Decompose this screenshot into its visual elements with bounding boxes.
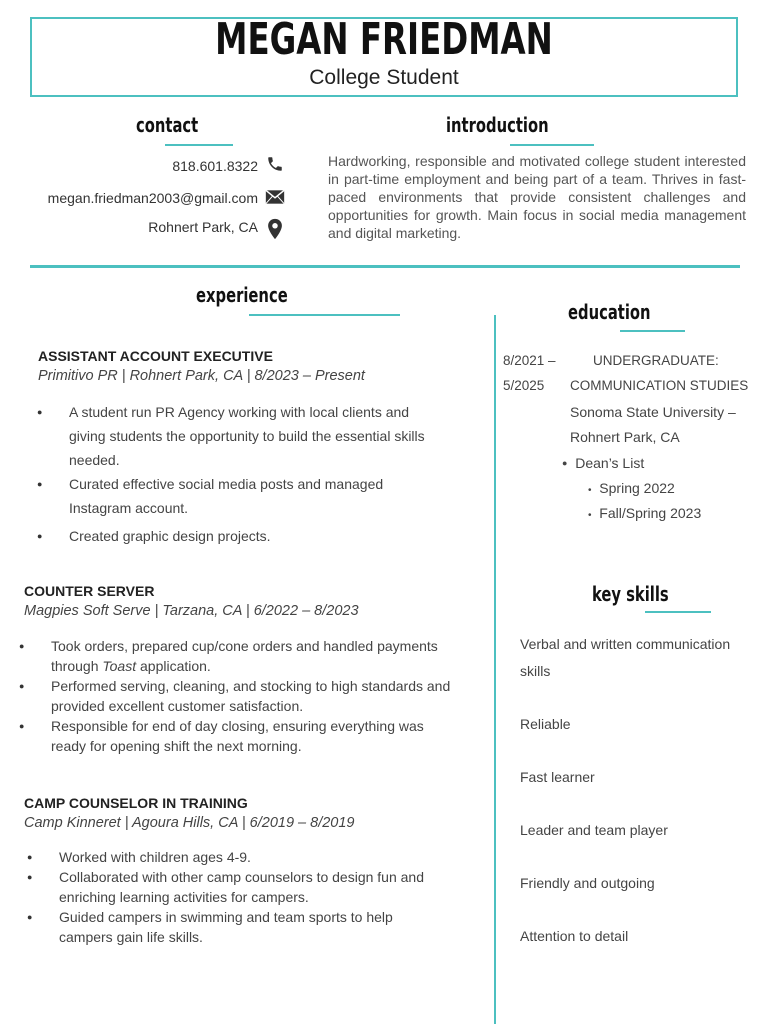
job-title: CAMP COUNSELOR IN TRAINING [24,795,248,811]
skill-item: Leader and team player [520,822,668,838]
list-item: ● Created graphic design projects. [69,524,429,548]
education-date-end: 5/2025 [503,378,545,393]
education-term: • Spring 2022 [588,480,675,496]
education-school-line2: Rohnert Park, CA [570,429,680,445]
list-item: ● Responsible for end of day closing, ensuring everything was ready for opening shift the next morning. [51,716,459,756]
envelope-icon [265,188,285,206]
job-bullets [51,636,459,756]
education-honor: ● Dean’s List [562,455,645,471]
job-bullets [59,847,439,947]
section-divider [30,265,740,268]
skills-heading-rule [645,611,711,613]
candidate-name: MEGAN FRIEDMAN [215,14,553,65]
skill-item: Verbal and written communication [520,636,731,652]
skill-item: skills [520,663,551,679]
job-title: COUNTER SERVER [24,583,155,599]
list-item: ● Collaborated with other camp counselors to design fun and enriching learning activities for campers. [59,867,439,907]
job-title: ASSISTANT ACCOUNT EXECUTIVE [38,348,273,364]
contact-location: Rohnert Park, CA [148,219,258,235]
bullet-icon: ● [562,458,568,468]
bullet-icon: • [588,510,592,521]
contact-email: megan.friedman2003@gmail.com [47,190,258,206]
introduction-heading: introduction [446,113,549,137]
contact-heading-rule [165,144,233,146]
contact-block [0,154,258,244]
education-degree-line1: UNDERGRADUATE: [593,353,719,368]
education-degree-line2: COMMUNICATION STUDIES [570,378,749,393]
job-meta: Primitivo PR | Rohnert Park, CA | 8/2023 – Present [38,368,365,384]
list-item: ● Guided campers in swimming and team sports to help campers gain life skills. [59,907,439,947]
phone-icon [266,155,284,173]
list-item: ● Curated effective social media posts and managed Instagram account. [69,472,429,520]
introduction-heading-rule [510,144,594,146]
contact-heading: contact [136,113,199,137]
education-heading: education [568,300,651,324]
job-meta: Camp Kinneret | Agoura Hills, CA | 6/2019 – 8/2019 [24,815,355,831]
job-bullets [69,400,429,548]
contact-phone: 818.601.8322 [172,158,258,174]
skill-item: Reliable [520,716,571,732]
job-meta: Magpies Soft Serve | Tarzana, CA | 6/2022 – 8/2023 [24,603,359,619]
introduction-text: Hardworking, responsible and motivated college student interested in part-time employment and being part of a team. Thrives in fast-paced environments that provide consistent challenges and opportunities for growth. Main focus in social media management and digital marketing. [328,153,746,241]
list-item: ● Performed serving, cleaning, and stocking to high standards and provided excellent customer satisfaction. [51,676,459,716]
candidate-subtitle: College Student [309,66,459,89]
list-item: ● Took orders, prepared cup/cone orders and handled payments through Toast application. [51,636,459,676]
experience-heading-rule [249,314,400,316]
column-divider [494,315,496,1024]
education-school-line1: Sonoma State University – [570,404,736,420]
bullet-icon: • [588,485,592,496]
list-item: ● Worked with children ages 4-9. [59,847,439,867]
map-pin-icon [266,218,284,240]
skill-item: Attention to detail [520,928,629,944]
education-date-start: 8/2021 – [503,353,556,368]
skill-item: Fast learner [520,769,595,785]
education-heading-rule [620,330,685,332]
experience-heading: experience [196,283,288,307]
education-term: • Fall/Spring 2023 [588,505,702,521]
skills-heading: key skills [592,582,669,606]
skill-item: Friendly and outgoing [520,875,655,891]
list-item: ● A student run PR Agency working with local clients and giving students the opportunity to build the essential skills needed. [69,400,429,472]
